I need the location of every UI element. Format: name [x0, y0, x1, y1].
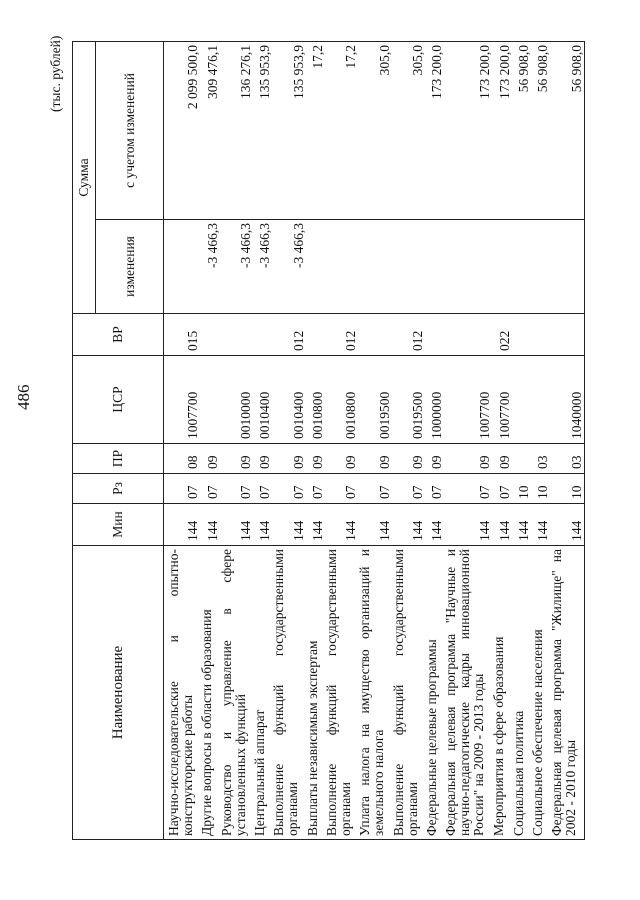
row-rz: 07: [253, 474, 272, 504]
row-name: Федеральная целевая программа "Жилище" на 2002 - 2010 годы: [550, 546, 585, 840]
row-pr: 09: [200, 444, 220, 474]
row-vr: 015: [164, 314, 201, 356]
row-total: 56 908,0: [550, 41, 585, 219]
row-pr: 09: [492, 444, 512, 474]
row-vr: [425, 314, 444, 356]
row-change: -3 466,3: [253, 220, 272, 314]
row-change: [425, 220, 444, 314]
row-change: [392, 220, 425, 314]
table-body: [164, 41, 585, 839]
row-vr: [550, 314, 585, 356]
row-change: [325, 220, 358, 314]
header-name: Наименование: [73, 546, 164, 840]
row-name: Выполнение функций государственными органами: [392, 546, 425, 840]
row-total: 135 953,9: [272, 41, 306, 219]
row-pr: 09: [253, 444, 272, 474]
row-change: -3 466,3: [200, 220, 220, 314]
row-csr: 0010000: [220, 356, 253, 444]
row-rz: 07: [492, 474, 512, 504]
row-vr: [531, 314, 550, 356]
row-rz: 07: [392, 474, 425, 504]
row-change: [358, 220, 392, 314]
header-changes: изменения: [96, 220, 164, 314]
row-csr: 0010800: [325, 356, 358, 444]
row-vr: [253, 314, 272, 356]
row-name: Центральный аппарат: [253, 546, 272, 840]
table-row: [425, 41, 444, 839]
header-pr: ПР: [73, 444, 164, 474]
row-change: [164, 220, 201, 314]
header-vr: ВР: [73, 314, 164, 356]
table-row: [220, 41, 253, 839]
row-vr: 022: [492, 314, 512, 356]
row-csr: 1007700: [492, 356, 512, 444]
row-min: 144: [531, 504, 550, 546]
row-csr: 0019500: [358, 356, 392, 444]
row-name: Другие вопросы в области образования: [200, 546, 220, 840]
row-total: 305,0: [392, 41, 425, 219]
row-rz: 07: [425, 474, 444, 504]
row-pr: 09: [358, 444, 392, 474]
row-vr: [306, 314, 325, 356]
row-rz: 07: [200, 474, 220, 504]
header-with-changes: с учетом изменений: [96, 41, 164, 219]
table-row: [492, 41, 512, 839]
header-rz: Рз: [73, 474, 164, 504]
row-vr: 012: [272, 314, 306, 356]
row-pr: 09: [392, 444, 425, 474]
table-row: [200, 41, 220, 839]
header-csr: ЦСР: [73, 356, 164, 444]
row-csr: 0019500: [392, 356, 425, 444]
row-rz: 10: [531, 474, 550, 504]
row-min: 144: [392, 504, 425, 546]
row-total: 135 953,9: [253, 41, 272, 219]
row-name: Выполнение функций государственными органами: [272, 546, 306, 840]
row-csr: 1000000: [425, 356, 444, 444]
table-row: [272, 41, 306, 839]
row-total: 56 908,0: [531, 41, 550, 219]
row-csr: 1007700: [164, 356, 201, 444]
row-csr: 1007700: [444, 356, 492, 444]
table-row: [306, 41, 325, 839]
row-min: 144: [200, 504, 220, 546]
row-min: 144: [358, 504, 392, 546]
row-total: 136 276,1: [220, 41, 253, 219]
row-total: 173 200,0: [492, 41, 512, 219]
row-name: Федеральная целевая программа "Научные и научно-педагогические кадры инновационной России" на 2009 - 2013 годы: [444, 546, 492, 840]
row-name: Социальная политика: [512, 546, 531, 840]
row-min: 144: [550, 504, 585, 546]
row-name: Выполнение функций государственными органами: [325, 546, 358, 840]
row-min: 144: [325, 504, 358, 546]
row-name: Уплата налога на имущество организаций и земельного налога: [358, 546, 392, 840]
row-pr: 08: [164, 444, 201, 474]
table-row: [325, 41, 358, 839]
table-row: [444, 41, 492, 839]
row-rz: 10: [550, 474, 585, 504]
row-pr: 09: [325, 444, 358, 474]
row-vr: 012: [325, 314, 358, 356]
row-total: 17,2: [325, 41, 358, 219]
table-row: [531, 41, 550, 839]
row-pr: 09: [306, 444, 325, 474]
row-rz: 07: [164, 474, 201, 504]
row-csr: 1040000: [550, 356, 585, 444]
row-vr: [512, 314, 531, 356]
table-row: [253, 41, 272, 839]
row-vr: [200, 314, 220, 356]
row-csr: 0010400: [272, 356, 306, 444]
row-csr: [200, 356, 220, 444]
row-pr: 03: [531, 444, 550, 474]
table-row: [550, 41, 585, 839]
header-row-1: [73, 41, 96, 839]
row-change: [306, 220, 325, 314]
row-rz: 07: [220, 474, 253, 504]
row-name: Руководство и управление в сфере установленных функций: [220, 546, 253, 840]
row-rz: 07: [325, 474, 358, 504]
row-name: Социальное обеспечение населения: [531, 546, 550, 840]
row-total: 17,2: [306, 41, 325, 219]
unit-note: (тыс. рублей): [48, 35, 63, 112]
row-name: Научно-исследовательские и опытно-конструкторские работы: [164, 546, 201, 840]
row-min: 144: [425, 504, 444, 546]
row-change: -3 466,3: [272, 220, 306, 314]
row-pr: 09: [425, 444, 444, 474]
row-total: 56 908,0: [512, 41, 531, 219]
row-pr: 09: [272, 444, 306, 474]
table-row: [512, 41, 531, 839]
row-change: [444, 220, 492, 314]
row-min: 144: [272, 504, 306, 546]
row-change: [512, 220, 531, 314]
row-rz: 07: [444, 474, 492, 504]
row-pr: 03: [550, 444, 585, 474]
row-change: [492, 220, 512, 314]
row-rz: 07: [306, 474, 325, 504]
header-min: Мин: [73, 504, 164, 546]
row-name: Выплаты независимым экспертам: [306, 546, 325, 840]
row-total: 173 200,0: [425, 41, 444, 219]
row-change: [550, 220, 585, 314]
row-csr: 0010800: [306, 356, 325, 444]
row-total: 2 099 500,0: [164, 41, 201, 219]
row-min: 144: [220, 504, 253, 546]
row-change: [531, 220, 550, 314]
table-row: [164, 41, 201, 839]
row-name: Федеральные целевые программы: [425, 546, 444, 840]
row-vr: [358, 314, 392, 356]
row-vr: [220, 314, 253, 356]
row-rz: 07: [272, 474, 306, 504]
row-csr: [531, 356, 550, 444]
row-name: Мероприятия в сфере образования: [492, 546, 512, 840]
row-total: 305,0: [358, 41, 392, 219]
row-total: 309 476,1: [200, 41, 220, 219]
budget-table: [72, 41, 585, 840]
row-pr: [512, 444, 531, 474]
row-min: 144: [444, 504, 492, 546]
row-csr: [512, 356, 531, 444]
row-rz: 07: [358, 474, 392, 504]
row-vr: [444, 314, 492, 356]
table-row: [392, 41, 425, 839]
row-min: 144: [253, 504, 272, 546]
row-min: 144: [306, 504, 325, 546]
row-pr: 09: [220, 444, 253, 474]
row-csr: 0010400: [253, 356, 272, 444]
row-pr: 09: [444, 444, 492, 474]
row-min: 144: [512, 504, 531, 546]
row-min: 144: [164, 504, 201, 546]
row-vr: 012: [392, 314, 425, 356]
row-min: 144: [492, 504, 512, 546]
row-rz: 10: [512, 474, 531, 504]
header-summa: Сумма: [73, 41, 96, 313]
table-row: [358, 41, 392, 839]
row-total: 173 200,0: [444, 41, 492, 219]
page-number: 486: [14, 384, 33, 410]
row-change: -3 466,3: [220, 220, 253, 314]
